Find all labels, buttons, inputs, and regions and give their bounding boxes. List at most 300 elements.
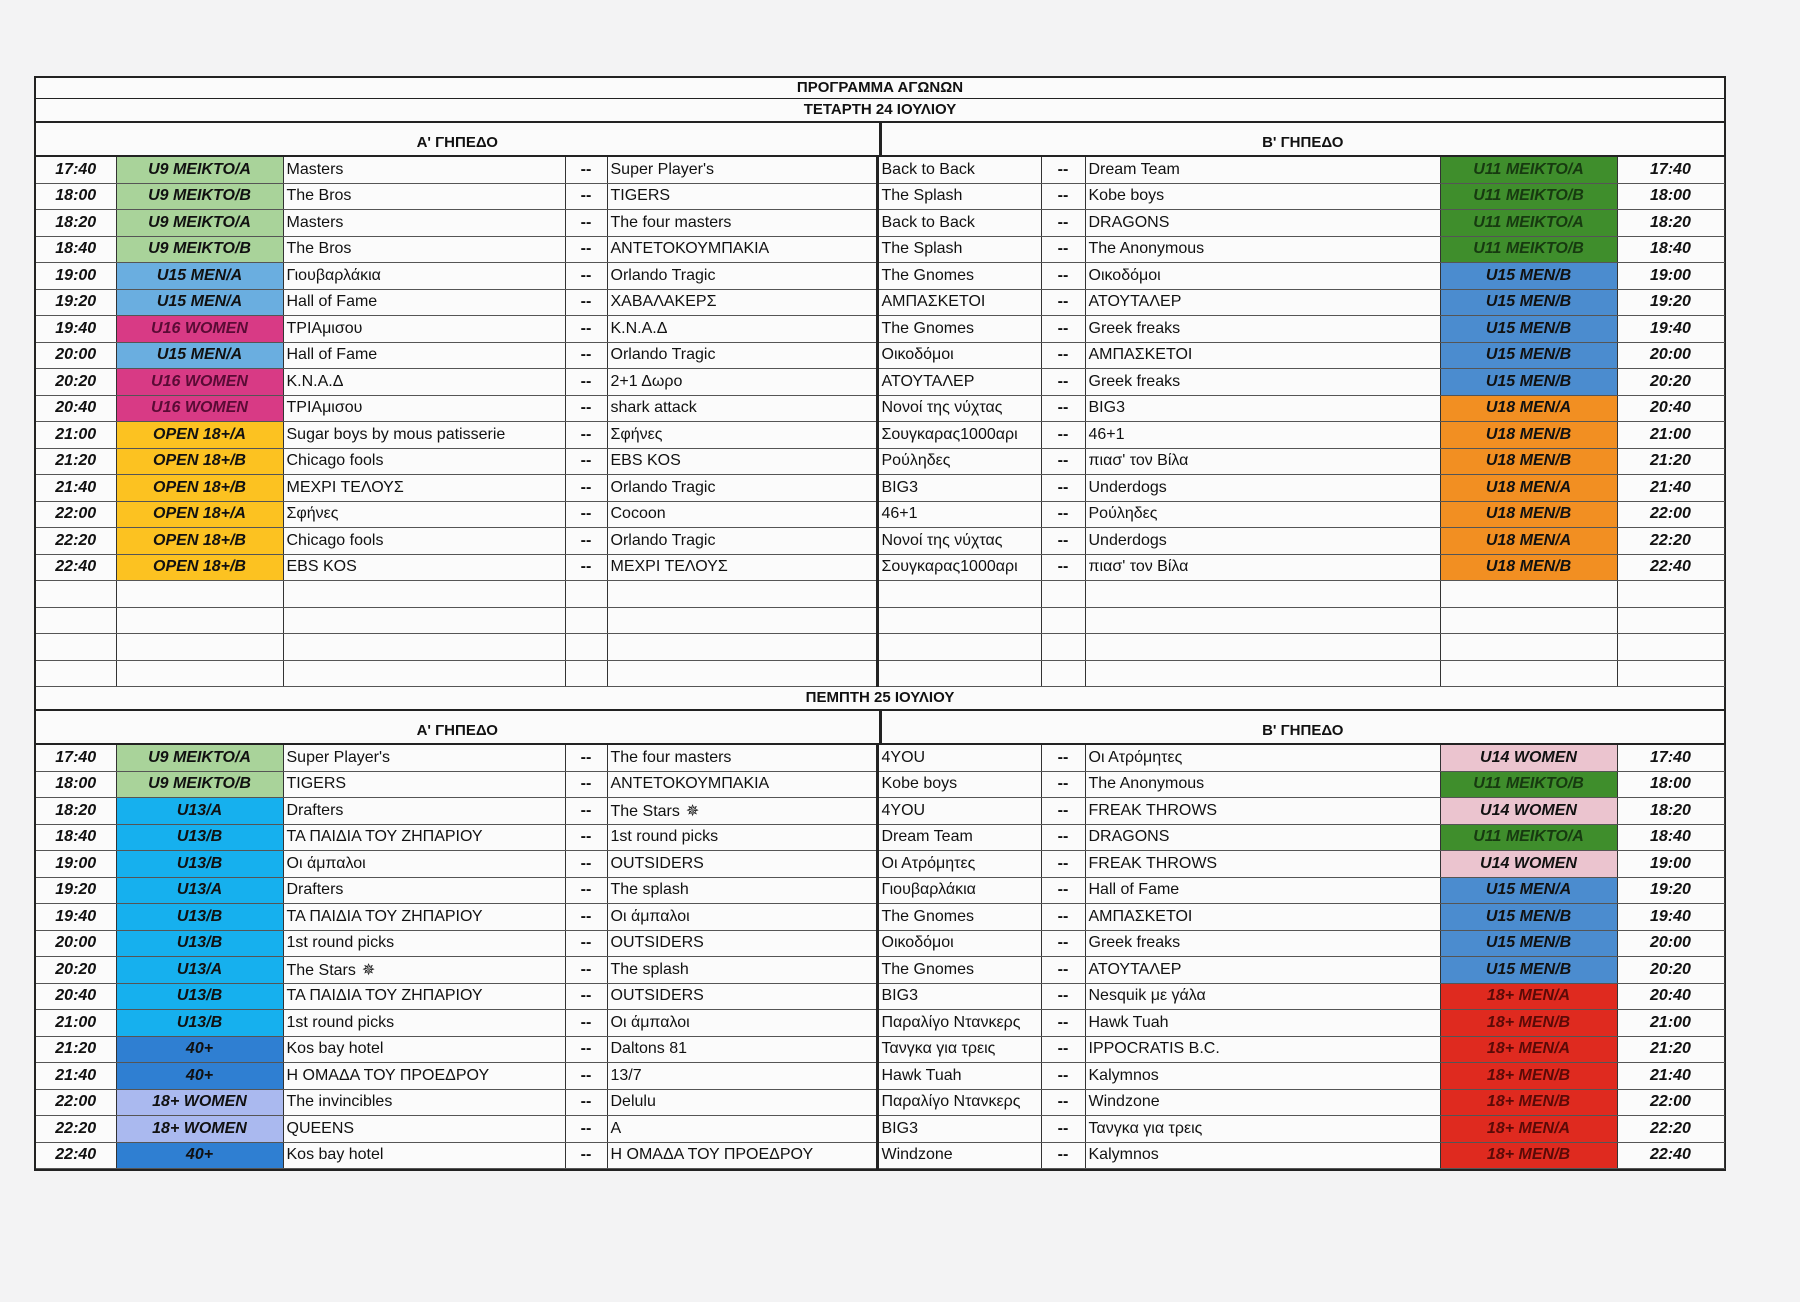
court-b-category: U15 ΜΕΝ/Β xyxy=(1440,316,1617,343)
match-separator: -- xyxy=(1041,1142,1085,1169)
team-name: ΤΑ ΠΑΙΔΙΑ ΤΟΥ ΖΗΠΑΡΙΟΥ xyxy=(286,907,483,925)
empty-cell xyxy=(607,634,877,661)
team-name: Masters xyxy=(286,213,344,231)
court-b-away-team: Kalymnos xyxy=(1085,1142,1440,1169)
court-a-time: 18:00 xyxy=(36,183,116,210)
court-b-away-team: IPPOCRATIS B.C. xyxy=(1085,1036,1440,1063)
court-b-home-team: Παραλίγο Ντανκερς xyxy=(877,1089,1041,1116)
empty-cell xyxy=(36,634,116,661)
day-title: ΤΕΤΑΡΤΗ 24 ΙΟΥΛΙΟΥ xyxy=(36,99,1724,123)
court-b-time: 18:20 xyxy=(1617,798,1724,825)
court-b-home-team: 46+1 xyxy=(877,501,1041,528)
empty-cell xyxy=(607,660,877,687)
court-a-category: U9 ΜΕΙΚΤΟ/Β xyxy=(116,771,283,798)
team-name: 1st round picks xyxy=(286,1013,395,1031)
match-separator: -- xyxy=(565,342,607,369)
schedule-title: ΠΡΟΓΡΑΜΜΑ ΑΓΩΝΩΝ xyxy=(36,78,1724,99)
court-a-home-team xyxy=(283,877,565,904)
table-row xyxy=(36,745,1724,771)
team-name: Cocoon xyxy=(610,505,666,523)
match-separator: -- xyxy=(565,904,607,931)
court-a-time: 22:40 xyxy=(36,1142,116,1169)
table-row xyxy=(36,904,1724,931)
match-separator: -- xyxy=(565,316,607,343)
court-a-category: U15 ΜΕΝ/Α xyxy=(116,342,283,369)
court-a-away-team xyxy=(607,448,877,475)
court-b-time: 19:20 xyxy=(1617,289,1724,316)
court-b-category: 18+ ΜΕΝ/Β xyxy=(1440,1063,1617,1090)
court-a-home-team xyxy=(283,263,565,290)
table-row xyxy=(36,528,1724,555)
court-b-time: 21:00 xyxy=(1617,422,1724,449)
court-a-category: 40+ xyxy=(116,1063,283,1090)
match-separator: -- xyxy=(1041,342,1085,369)
match-separator: -- xyxy=(565,824,607,851)
match-separator: -- xyxy=(565,528,607,555)
team-name: ΤΑ ΠΑΙΔΙΑ ΤΟΥ ΖΗΠΑΡΙΟΥ xyxy=(286,828,483,846)
empty-cell xyxy=(36,607,116,634)
court-a-time: 21:00 xyxy=(36,1010,116,1037)
empty-row xyxy=(36,660,1724,687)
match-separator: -- xyxy=(1041,798,1085,825)
court-b-category: 18+ ΜΕΝ/Α xyxy=(1440,1116,1617,1143)
court-b-time: 19:20 xyxy=(1617,877,1724,904)
empty-cell xyxy=(1617,581,1724,608)
court-b-home-team: 4YOU xyxy=(877,798,1041,825)
empty-cell xyxy=(565,634,607,661)
court-b-time: 19:40 xyxy=(1617,316,1724,343)
court-a-away-team xyxy=(607,824,877,851)
court-a-home-team xyxy=(283,289,565,316)
court-a-time: 22:00 xyxy=(36,1089,116,1116)
court-a-home-team xyxy=(283,475,565,502)
court-b-away-team: Οι Ατρόμητες xyxy=(1085,745,1440,771)
court-b-away-team: Ρούληδες xyxy=(1085,501,1440,528)
court-a-category: U13/B xyxy=(116,930,283,957)
court-a-away-team xyxy=(607,210,877,237)
match-separator: -- xyxy=(565,798,607,825)
court-b-away-team: Greek freaks xyxy=(1085,369,1440,396)
court-b-time: 20:40 xyxy=(1617,395,1724,422)
court-a-home-team xyxy=(283,1142,565,1169)
team-name: The invincibles xyxy=(286,1093,393,1111)
empty-cell xyxy=(1041,607,1085,634)
court-a-away-team xyxy=(607,528,877,555)
team-name: Orlando Tragic xyxy=(610,531,716,549)
match-separator: -- xyxy=(565,501,607,528)
court-a-category: OPEN 18+/B xyxy=(116,448,283,475)
team-name: Daltons 81 xyxy=(610,1040,687,1058)
court-a-away-team xyxy=(607,957,877,984)
court-b-away-team: Underdogs xyxy=(1085,528,1440,555)
court-b-time: 21:40 xyxy=(1617,475,1724,502)
court-a-away-team xyxy=(607,501,877,528)
court-b-away-team: πιασ' τον Βίλα xyxy=(1085,448,1440,475)
court-a-category: U13/B xyxy=(116,904,283,931)
court-a-time: 22:20 xyxy=(36,1116,116,1143)
table-row xyxy=(36,1142,1724,1169)
empty-cell xyxy=(1440,581,1617,608)
team-name: 1st round picks xyxy=(286,934,395,952)
court-headers xyxy=(36,123,1724,157)
court-b-away-team: ΑΤΟΥΤΑΛΕΡ xyxy=(1085,289,1440,316)
table-row xyxy=(36,183,1724,210)
match-separator: -- xyxy=(565,877,607,904)
table-row xyxy=(36,157,1724,183)
court-a-category: 18+ WOMEN xyxy=(116,1089,283,1116)
table-row xyxy=(36,316,1724,343)
match-separator: -- xyxy=(1041,957,1085,984)
court-a-time: 20:40 xyxy=(36,983,116,1010)
court-b-home-team: ΑΤΟΥΤΑΛΕΡ xyxy=(877,369,1041,396)
match-separator: -- xyxy=(565,1089,607,1116)
court-b-away-team: ΑΜΠΑΣΚΕΤΟΙ xyxy=(1085,904,1440,931)
court-b-away-team: DRAGONS xyxy=(1085,210,1440,237)
team-name: Chicago fools xyxy=(286,531,384,549)
empty-cell xyxy=(565,581,607,608)
court-b-home-team: The Gnomes xyxy=(877,957,1041,984)
court-b-time: 22:40 xyxy=(1617,554,1724,581)
court-b-category: U18 ΜΕΝ/Β xyxy=(1440,422,1617,449)
match-separator: -- xyxy=(1041,983,1085,1010)
table-row xyxy=(36,771,1724,798)
match-separator: -- xyxy=(1041,745,1085,771)
match-separator: -- xyxy=(1041,183,1085,210)
team-name: Chicago fools xyxy=(286,452,384,470)
court-b-category: U15 ΜΕΝ/Β xyxy=(1440,904,1617,931)
match-separator: -- xyxy=(1041,422,1085,449)
court-b-time: 18:40 xyxy=(1617,236,1724,263)
match-separator: -- xyxy=(565,210,607,237)
empty-cell xyxy=(116,607,283,634)
court-a-category: U13/A xyxy=(116,957,283,984)
court-a-home-team xyxy=(283,930,565,957)
court-b-away-team: Dream Team xyxy=(1085,157,1440,183)
court-a-category: OPEN 18+/B xyxy=(116,528,283,555)
court-b-home-team: Back to Back xyxy=(877,210,1041,237)
court-a-category: U13/B xyxy=(116,824,283,851)
court-b-away-team: ΑΤΟΥΤΑΛΕΡ xyxy=(1085,957,1440,984)
empty-cell xyxy=(1041,581,1085,608)
court-b-category: U14 WOMEN xyxy=(1440,745,1617,771)
court-a-category: U13/A xyxy=(116,798,283,825)
court-b-away-team: Kalymnos xyxy=(1085,1063,1440,1090)
empty-cell xyxy=(607,607,877,634)
court-a-away-team xyxy=(607,236,877,263)
team-name: Kos bay hotel xyxy=(286,1040,384,1058)
court-b-home-team: The Gnomes xyxy=(877,316,1041,343)
empty-cell xyxy=(283,581,565,608)
court-a-away-team xyxy=(607,1116,877,1143)
empty-cell xyxy=(1617,660,1724,687)
court-a-away-team xyxy=(607,1010,877,1037)
court-a-home-team xyxy=(283,342,565,369)
match-separator: -- xyxy=(565,930,607,957)
schedule-sheet xyxy=(34,76,1726,1171)
empty-cell xyxy=(1440,660,1617,687)
court-b-home-team: Οικοδόμοι xyxy=(877,930,1041,957)
team-name: Οι άμπαλοι xyxy=(610,1013,690,1031)
table-row xyxy=(36,851,1724,878)
court-a-home-team xyxy=(283,157,565,183)
match-separator: -- xyxy=(565,771,607,798)
court-b-away-team: Greek freaks xyxy=(1085,930,1440,957)
court-a-time: 20:20 xyxy=(36,957,116,984)
court-b-category: U14 WOMEN xyxy=(1440,851,1617,878)
match-separator: -- xyxy=(1041,904,1085,931)
court-b-time: 22:00 xyxy=(1617,501,1724,528)
table-row xyxy=(36,930,1724,957)
court-b-away-team: Τανγκα για τρεις xyxy=(1085,1116,1440,1143)
court-a-away-team xyxy=(607,771,877,798)
court-a-away-team xyxy=(607,930,877,957)
match-separator: -- xyxy=(1041,824,1085,851)
court-b-category: U14 WOMEN xyxy=(1440,798,1617,825)
team-name: 13/7 xyxy=(610,1066,642,1084)
table-row xyxy=(36,1036,1724,1063)
court-b-category: U18 ΜΕΝ/Β xyxy=(1440,448,1617,475)
court-a-category: U15 ΜΕΝ/Α xyxy=(116,289,283,316)
team-name: A xyxy=(610,1119,622,1137)
team-name: The Bros xyxy=(286,187,352,205)
court-b-home-team: Dream Team xyxy=(877,824,1041,851)
court-a-time: 21:40 xyxy=(36,475,116,502)
court-a-home-team xyxy=(283,210,565,237)
team-name: Οι άμπαλοι xyxy=(610,907,690,925)
team-name: ΑΝΤΕΤΟΚΟΥΜΠΑΚΙΑ xyxy=(610,775,770,793)
empty-row xyxy=(36,607,1724,634)
court-a-category: U13/B xyxy=(116,1010,283,1037)
court-b-category: U15 ΜΕΝ/Β xyxy=(1440,342,1617,369)
table-row xyxy=(36,236,1724,263)
schedule-table xyxy=(36,157,1725,687)
team-name: QUEENS xyxy=(286,1119,355,1137)
match-separator: -- xyxy=(565,157,607,183)
court-a-time: 18:00 xyxy=(36,771,116,798)
match-separator: -- xyxy=(565,369,607,396)
court-b-home-team: The Gnomes xyxy=(877,904,1041,931)
team-name: 2+1 Δωρο xyxy=(610,372,683,390)
court-a-home-team xyxy=(283,1010,565,1037)
team-name: Sugar boys by mous patisserie xyxy=(286,425,506,443)
court-b-home-team: The Splash xyxy=(877,183,1041,210)
court-b-time: 19:00 xyxy=(1617,851,1724,878)
table-row xyxy=(36,210,1724,237)
court-a-time: 19:40 xyxy=(36,904,116,931)
court-b-category: U18 ΜΕΝ/Α xyxy=(1440,528,1617,555)
court-a-header: Α' ΓΗΠΕΔΟ xyxy=(36,711,882,743)
court-b-category: U15 ΜΕΝ/Α xyxy=(1440,877,1617,904)
table-row xyxy=(36,1010,1724,1037)
court-b-away-team: Οικοδόμοι xyxy=(1085,263,1440,290)
team-name: Γιουβαρλάκια xyxy=(286,266,381,284)
court-a-time: 22:20 xyxy=(36,528,116,555)
team-name: OUTSIDERS xyxy=(610,934,704,952)
court-b-category: U18 ΜΕΝ/Β xyxy=(1440,554,1617,581)
table-row xyxy=(36,824,1724,851)
match-separator: -- xyxy=(565,236,607,263)
match-separator: -- xyxy=(565,289,607,316)
court-b-away-team: Kobe boys xyxy=(1085,183,1440,210)
court-b-away-team: Hawk Tuah xyxy=(1085,1010,1440,1037)
court-a-category: U16 WOMEN xyxy=(116,316,283,343)
court-a-home-team xyxy=(283,528,565,555)
team-name: TIGERS xyxy=(286,775,347,793)
court-a-time: 22:00 xyxy=(36,501,116,528)
court-a-category: U13/B xyxy=(116,983,283,1010)
court-b-away-team: Greek freaks xyxy=(1085,316,1440,343)
court-b-time: 22:00 xyxy=(1617,1089,1724,1116)
team-name: Η ΟΜΑΔΑ ΤΟΥ ΠΡΟΕΔΡΟΥ xyxy=(286,1066,490,1084)
court-a-away-team xyxy=(607,342,877,369)
team-name: OUTSIDERS xyxy=(610,987,704,1005)
team-name: Super Player's xyxy=(286,748,391,766)
court-a-time: 22:40 xyxy=(36,554,116,581)
court-a-category: OPEN 18+/A xyxy=(116,501,283,528)
court-a-home-team xyxy=(283,1036,565,1063)
court-b-home-team: Ρούληδες xyxy=(877,448,1041,475)
court-a-home-team xyxy=(283,824,565,851)
court-b-category: 18+ ΜΕΝ/Β xyxy=(1440,1142,1617,1169)
court-a-time: 19:00 xyxy=(36,851,116,878)
match-separator: -- xyxy=(565,983,607,1010)
match-separator: -- xyxy=(1041,157,1085,183)
team-name: Σφήνες xyxy=(610,425,663,443)
court-a-away-team xyxy=(607,157,877,183)
court-b-time: 21:00 xyxy=(1617,1010,1724,1037)
court-a-home-team xyxy=(283,554,565,581)
court-a-time: 21:40 xyxy=(36,1063,116,1090)
star-icon: ✵ xyxy=(361,961,376,979)
court-b-header: Β' ΓΗΠΕΔΟ xyxy=(1262,134,1344,151)
match-separator: -- xyxy=(565,1036,607,1063)
court-b-time: 20:40 xyxy=(1617,983,1724,1010)
team-name: ΑΝΤΕΤΟΚΟΥΜΠΑΚΙΑ xyxy=(610,240,770,258)
court-b-home-team: Οικοδόμοι xyxy=(877,342,1041,369)
team-name: Οι άμπαλοι xyxy=(286,854,366,872)
court-b-time: 18:00 xyxy=(1617,183,1724,210)
empty-cell xyxy=(1085,581,1440,608)
match-separator: -- xyxy=(1041,501,1085,528)
table-row xyxy=(36,1116,1724,1143)
court-a-category: OPEN 18+/B xyxy=(116,475,283,502)
court-a-category: 40+ xyxy=(116,1036,283,1063)
court-a-time: 18:20 xyxy=(36,798,116,825)
match-separator: -- xyxy=(1041,448,1085,475)
match-separator: -- xyxy=(1041,236,1085,263)
court-b-home-team: Νονοί της νύχτας xyxy=(877,395,1041,422)
court-a-time: 20:00 xyxy=(36,342,116,369)
empty-row xyxy=(36,634,1724,661)
empty-cell xyxy=(36,581,116,608)
court-b-home-team: Οι Ατρόμητες xyxy=(877,851,1041,878)
court-b-category: U15 ΜΕΝ/Β xyxy=(1440,957,1617,984)
court-b-category: U11 ΜΕΙΚΤΟ/Α xyxy=(1440,157,1617,183)
team-name: TIGERS xyxy=(610,187,671,205)
team-name: OUTSIDERS xyxy=(610,854,704,872)
team-name: Orlando Tragic xyxy=(610,478,716,496)
team-name: The four masters xyxy=(610,213,732,231)
court-a-category: U16 WOMEN xyxy=(116,395,283,422)
team-name: Super Player's xyxy=(610,160,715,178)
court-b-away-team: Underdogs xyxy=(1085,475,1440,502)
court-b-away-team: πιασ' τον Βίλα xyxy=(1085,554,1440,581)
table-row xyxy=(36,369,1724,396)
court-b-away-team: Hall of Fame xyxy=(1085,877,1440,904)
court-a-away-team xyxy=(607,1036,877,1063)
court-b-home-team: 4YOU xyxy=(877,745,1041,771)
court-a-home-team xyxy=(283,448,565,475)
match-separator: -- xyxy=(565,1142,607,1169)
court-b-category: 18+ ΜΕΝ/Β xyxy=(1440,1089,1617,1116)
court-b-category: U11 ΜΕΙΚΤΟ/Α xyxy=(1440,210,1617,237)
court-a-home-team xyxy=(283,798,565,825)
match-separator: -- xyxy=(565,448,607,475)
table-row xyxy=(36,289,1724,316)
team-name: The Bros xyxy=(286,240,352,258)
court-a-time: 19:00 xyxy=(36,263,116,290)
court-a-home-team xyxy=(283,983,565,1010)
court-a-away-team xyxy=(607,395,877,422)
court-b-home-team: BIG3 xyxy=(877,475,1041,502)
court-a-category: U9 ΜΕΙΚΤΟ/Α xyxy=(116,157,283,183)
match-separator: -- xyxy=(1041,1036,1085,1063)
empty-cell xyxy=(283,634,565,661)
court-a-time: 19:20 xyxy=(36,877,116,904)
empty-cell xyxy=(877,634,1041,661)
court-a-home-team xyxy=(283,183,565,210)
court-b-time: 22:20 xyxy=(1617,528,1724,555)
court-b-category: U15 ΜΕΝ/Β xyxy=(1440,263,1617,290)
court-b-home-team: Νονοί της νύχτας xyxy=(877,528,1041,555)
court-b-home-team: ΑΜΠΑΣΚΕΤΟΙ xyxy=(877,289,1041,316)
court-b-time: 18:40 xyxy=(1617,824,1724,851)
team-name: Kos bay hotel xyxy=(286,1146,384,1164)
court-b-home-team: Back to Back xyxy=(877,157,1041,183)
court-a-away-team xyxy=(607,554,877,581)
court-a-category: OPEN 18+/B xyxy=(116,554,283,581)
empty-cell xyxy=(116,660,283,687)
empty-cell xyxy=(1440,634,1617,661)
court-b-category: U11 ΜΕΙΚΤΟ/Β xyxy=(1440,771,1617,798)
empty-cell xyxy=(116,634,283,661)
court-b-away-team: The Anonymous xyxy=(1085,236,1440,263)
match-separator: -- xyxy=(565,851,607,878)
empty-cell xyxy=(1085,607,1440,634)
team-name: shark attack xyxy=(610,399,697,417)
team-name: The Stars xyxy=(286,961,356,979)
table-row xyxy=(36,263,1724,290)
team-name: K.N.A.Δ xyxy=(610,319,668,337)
court-b-away-team: Nesquik με γάλα xyxy=(1085,983,1440,1010)
court-a-away-team xyxy=(607,289,877,316)
match-separator: -- xyxy=(565,183,607,210)
court-b-category: U18 ΜΕΝ/Β xyxy=(1440,501,1617,528)
court-a-home-team xyxy=(283,316,565,343)
court-b-away-team: FREAK THROWS xyxy=(1085,851,1440,878)
court-a-category: 40+ xyxy=(116,1142,283,1169)
court-b-home-team: Γιουβαρλάκια xyxy=(877,877,1041,904)
empty-cell xyxy=(877,660,1041,687)
empty-cell xyxy=(1085,660,1440,687)
court-a-category: U13/A xyxy=(116,877,283,904)
court-a-home-team xyxy=(283,771,565,798)
court-b-home-team: Kobe boys xyxy=(877,771,1041,798)
court-b-home-team: The Gnomes xyxy=(877,263,1041,290)
match-separator: -- xyxy=(565,1116,607,1143)
court-b-time: 20:20 xyxy=(1617,957,1724,984)
match-separator: -- xyxy=(565,554,607,581)
